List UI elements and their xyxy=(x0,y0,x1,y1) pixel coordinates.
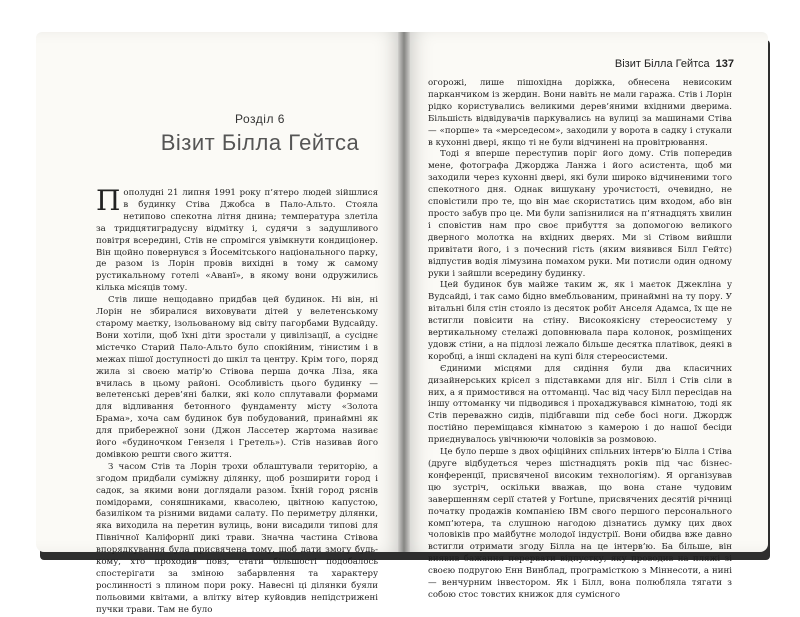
right-paragraph-4: Єдиними місцями для сидіння були два класичних дизайнерських крісел з підставками для ніг. Білл і Стів сіли в них, а я примостився на оттоманці. Час від часу Білл пересідав на іншу оттоманку чи підводився і прохаджувався кімнатою, тоді як Стів переважно сидів, підібгавши під себе босі ноги. Джордж постійно переміщався кімнатою з камерою і до нашої бесіди приєднувалось увічнюючи чоловіків за розмовою. xyxy=(428,363,732,446)
chapter-title: Візит Білла Гейтса xyxy=(160,130,360,155)
left-paragraph-1-text: ополудні 21 липня 1991 року п’ятеро людей зійшлися в будинку Стіва Джобса в Пало-Альто. Стояла нетипово спекотна літня днина; температура злетіла за тридцятиградусну відмітку і, судячи з задушливого повітря всередині, Стів не спромігся увімкнути кондиціонер. Він щойно повернувся з Йосемітського національного парку, де разом із Лорін провів вихідні в тому ж самому рустикальному готелі «Аванї», в якому вони одружились кілька місяців тому. xyxy=(96,188,378,294)
left-paragraph-3: З часом Стів та Лорін трохи облаштували територію, а згодом придбали суміжну ділянку, щоб розширити город і садок, за якими вони доглядали разом. Їхній город ряснів помідорами, соняшниками, квасолею, цвітною капустою, базиліком та різними видами салату. По периметру ділянки, яка виходила на перетин вулиць, вони висадили типові для Північної Каліфорнії дикі трави. Значна частина Стівова впорядкування була присвячена тому, щоб дати змогу будь-кому, хто проходив повз, стати більшості подобалось спостерігати за зміною забарвлення та характеру рослинності з плином пори року. Навесні ці ділянки буяли польовими квітами, а влітку вітер куйовдив непідстрижені пучки трави. Там не було xyxy=(96,461,378,615)
book-gutter xyxy=(398,32,410,552)
left-page-text xyxy=(96,184,378,615)
left-paragraph-2: Стів лише нещодавно придбав цей будинок. Ні він, ні Лорін не збиралися виховувати дітей у велетенському старому маєтку, ізольованому від світу пагорбами Вудсайду. Вони хотіли, щоб їхні діти зростали у цивілізації, а сусіднє містечко Старий Пало-Альто було спокійним, тінистим і в межах пішої доступності до шкіл та центру. Крім того, поряд жила зі своєю матір’ю Стівова перша дочка Ліза, яка вчилась в цьому районі. Особливість цього будинку — велетенські дерев’яні балки, які коло сплутавали формами для відливання бетонного фундаменту місту «Золота Брама», хоча сам будинок був побудований, принаймні як для прибережної зони (Джон Лассетер жартома називає його «будиночком Гензеля і Гретель»). Стів називав його домівкою решти свого життя. xyxy=(96,295,378,460)
right-paragraph-1: огорожі, лише пішохідна доріжка, обнесена невисоким парканчиком із жердин. Вони навіть не мали гаража. Стів і Лорін рідко користувались великими дерев’яними вхідними дверима. Більшість відвідувачів паркувались на вулиці за машинами Стіва — «порше» та «мерседесом», заходили у ворота в садку і стукали в кухонні двері, якщо ті не були відчинені на провітрювання. xyxy=(428,78,732,148)
chapter-label: Розділ 6 xyxy=(235,112,285,126)
running-header xyxy=(584,58,734,70)
right-paragraph-3: Цей будинок був майже таким ж, як і маєток Джекліна у Вудсайді, і так само бідно вмебльованим, принаймні на ту пору. У вітальні біля стін стояло із десяток робіт Анселя Адамса, їх ще не встигли повісити на стіну. Високоякісну стереосистему у вертикальному стелажі доповнювала пара колонок, розміщених удовж стіни, а на підлозі лежало більше десятка платівок, деякі в коробці, а інші складені на купі біля стереосистеми. xyxy=(428,280,732,362)
page-number: 137 xyxy=(715,58,734,70)
drop-cap: П xyxy=(96,184,121,217)
right-paragraph-5: Це було перше з двох офіційних спільних інтерв’ю Білла і Стіва (друге відбудеться через шістнадцять років під час бізнес-конференції, присвяченої високим технологіям). Я організував цю зустріч, оскільки вважав, що вона стане чудовим завершенням серії статей у Fortune, присвячених десятій річниці початку продажів компанією IBM свого першого персонального комп’ютера, та слушною нагодою дізнатись думку цих двох чоловіків про майбутнє молодої індустрії. Вони обидва вже давно встигли отримати згоду Білла на це інтерв’ю. Ба більше, він виявив бажання перервати відпустку, яку проводив на пляжі зі своєю подругою Енн Винблад, програмісткою з Міннесоти, а нині — венчурним інвестором. Як і Білл, вона полюбляла тягати з собою стос товстих книжок для сумісного xyxy=(428,447,732,600)
left-paragraph-1 xyxy=(96,184,378,295)
running-header-title: Візит Білла Гейтса xyxy=(614,58,710,70)
right-paragraph-2: Тоді я вперше переступив поріг його дому. Стів попередив мене, фотографа Джорджа Ланжа і його асистента, щоб ми заходили через кухонні двері, які були широко відчиненими того спекотного дня. Однак вишукану урочистості, очевидно, не сповістили про те, що він має скористатись цим входом, або він просто забув про це. Ми були запізнилися на п’ятнадцять хвилин і сповістив нам про своє прибуття за допомогою великого дверного молотка на вхідних дверях. Ми зі Стівом вийшли привітати його, і з почесний гість (яким виявився Білл Гейтс) відпустив водія лімузина помахом руки. Ми потисли один одному руки і зайшли всередину будинку. xyxy=(428,149,732,279)
right-page-text xyxy=(428,78,732,600)
